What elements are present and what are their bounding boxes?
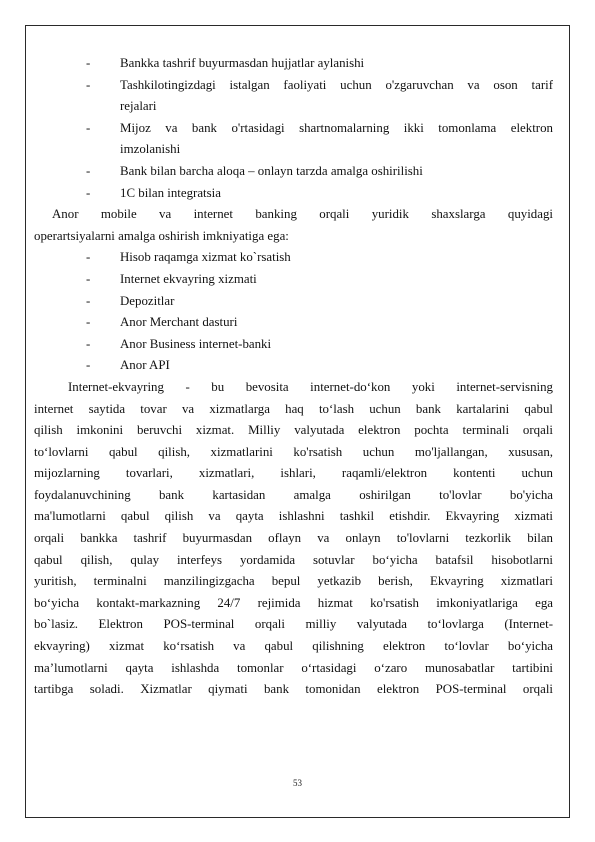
paragraph-line: tartibga soladi. Xizmatlar qiymati bank tomonidan elektron POS-terminal orqali xyxy=(34,682,553,697)
paragraph-line: ma’lumotlarni qayta ishlashda tomonlar o‘rtasidagi o‘zaro munosabatlar tartibini xyxy=(34,660,553,675)
list-item: - Hisob raqamga xizmat ko`rsatish xyxy=(86,247,553,269)
paragraph-line: qilish imkonini beruvchi xizmat. Milliy valyutada elektron pochta terminali orqali xyxy=(34,423,553,438)
list-item-text: Depozitlar xyxy=(120,293,175,308)
paragraph-line: operartsiyalarni amalga oshirish imkniyatiga ega: xyxy=(34,228,289,243)
list-item: - 1C bilan integratsia xyxy=(86,183,553,205)
list-item: - Anor API xyxy=(86,355,553,377)
body-paragraph xyxy=(34,377,553,701)
list-item-text: rejalari xyxy=(120,99,157,114)
services-list xyxy=(86,247,553,377)
list-item-text: Anor Merchant dasturi xyxy=(120,315,238,330)
list-item: - Bankka tashrif buyurmasdan hujjatlar aylanishi xyxy=(86,53,553,75)
paragraph-line: qabul qilish, qulay interfeys yordamida sotuvlar bo‘yicha batafsil hisobotlarni xyxy=(34,552,553,567)
list-item-text: 1C bilan integratsia xyxy=(120,185,221,200)
intro-paragraph xyxy=(34,204,553,247)
page-content xyxy=(34,53,553,701)
paragraph-line: orqali bankka tashrif buyurmasdan oflayn va onlayn to'lovlarni tezkorlik bilan xyxy=(34,531,553,546)
paragraph-line: bo`lasiz. Elektron POS-terminal orqali milliy valyutada to‘lovlarga (Internet- xyxy=(34,617,553,632)
paragraph-line: Internet-ekvayring - bu bevosita internet-do‘kon yoki internet-servisning xyxy=(68,379,553,394)
paragraph-line: to‘lovlarni qabul qilish, xizmatlarini ko'rsatish uchun mo'ljallangan, xususan, xyxy=(34,444,553,459)
list-item-text: Hisob raqamga xizmat ko`rsatish xyxy=(120,250,291,265)
list-item-text: Mijoz va bank o'rtasidagi shartnomalarning ikki tomonlama elektron xyxy=(120,120,553,135)
list-item: - Bank bilan barcha aloqa – onlayn tarzda amalga oshirilishi xyxy=(86,161,553,183)
list-item-text: Bank bilan barcha aloqa – onlayn tarzda amalga oshirilishi xyxy=(120,163,423,178)
list-item: - Internet ekvayring xizmati xyxy=(86,269,553,291)
page-number: 53 xyxy=(293,778,302,788)
list-item: - Mijoz va bank o'rtasidagi shartnomalarning ikki tomonlama elektron imzolanishi xyxy=(86,118,553,161)
paragraph-line: yuritish, terminalni manzilingizgacha bepul yetkazib berish, Ekvayring xizmatlari xyxy=(34,574,553,589)
features-list xyxy=(86,53,553,204)
paragraph-line: foydalanuvchining bank kartasidan amalga oshirilgan to'lovlar bo'yicha xyxy=(34,487,553,502)
list-item-text: Bankka tashrif buyurmasdan hujjatlar aylanishi xyxy=(120,56,365,70)
paragraph-line: bo‘yicha kontakt-markazning 24/7 rejimida hizmat ko'rsatish imkoniyatlariga ega xyxy=(34,595,553,610)
list-item-text: Internet ekvayring xizmati xyxy=(120,271,257,286)
list-item-text: Tashkilotingizdagi istalgan faoliyati uchun o'zgaruvchan va oson tarif xyxy=(120,77,553,92)
list-item: - Anor Business internet-banki xyxy=(86,334,553,356)
list-item: - Anor Merchant dasturi xyxy=(86,312,553,334)
list-item-text: imzolanishi xyxy=(120,142,181,157)
list-item-text: Anor Business internet-banki xyxy=(120,336,272,351)
list-item: - Depozitlar xyxy=(86,291,553,313)
paragraph-line: mijozlarning tovarlari, xizmatlari, ishlari, raqamli/elektron kontenti uchun xyxy=(34,466,553,481)
paragraph-line: ekvayring) xizmat ko‘rsatish va qabul qilishning elektron to‘lovlar bo‘yicha xyxy=(34,639,553,654)
paragraph-line: ma'lumotlarni qabul qilish va qayta ishlashni tashkil etishdir. Ekvayring xizmati xyxy=(34,509,553,524)
paragraph-line: Anor mobile va internet banking orqali yuridik shaxslarga quyidagi xyxy=(52,207,553,222)
list-item-text: Anor API xyxy=(120,358,170,373)
paragraph-line: internet saytida tovar va xizmatlarga haq to‘lash uchun bank kartalarini qabul xyxy=(34,401,553,416)
list-item: - Tashkilotingizdagi istalgan faoliyati uchun o'zgaruvchan va oson tarif rejalari xyxy=(86,75,553,118)
